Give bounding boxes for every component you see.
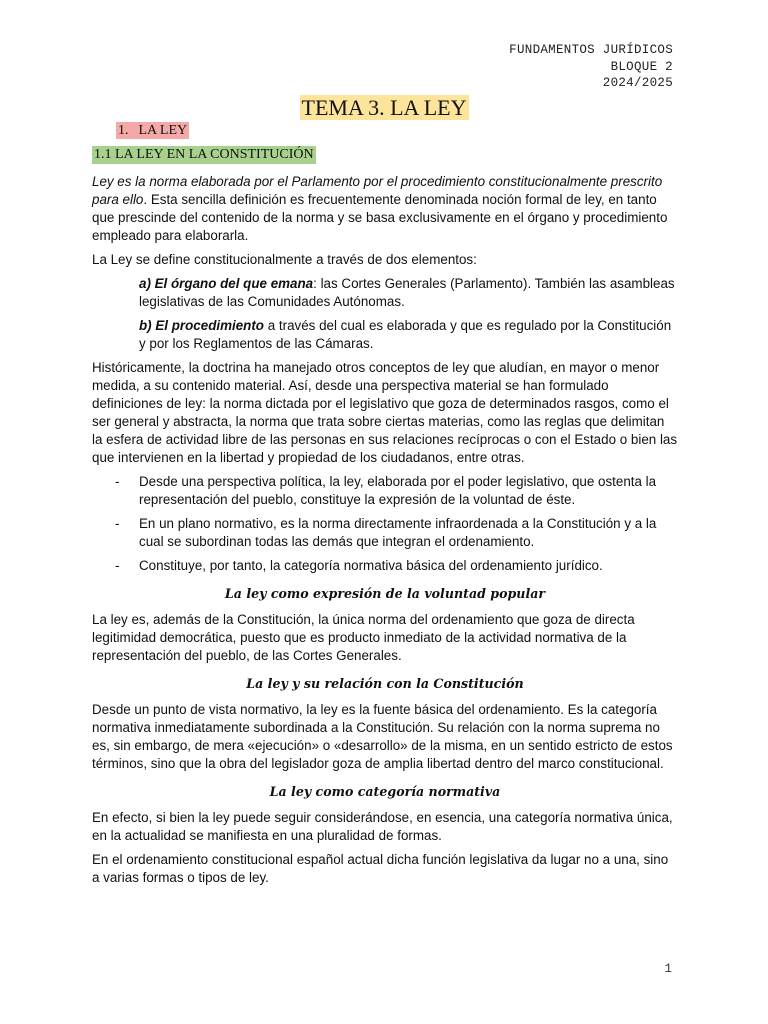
intro-rest: . Esta sencilla definición es frecuentemente denominada noción formal de ley, en tanto que prescinde del contenido de la norma y se basa exclusivamente en el órgano y procedimiento empleado para elaborarla.: [92, 192, 668, 243]
page-title: TEMA 3. LA LEY: [301, 95, 467, 120]
relacion-constitucion-paragraph: Desde un punto de vista normativo, la ley es la fuente básica del ordenamiento. Es la categoría normativa inmediatamente subordinada a la Constitución. Su relación con la norma suprema no es, sin embargo, de mera «ejecución» o «desarrollo» de la misma, en un sentido estricto de estos términos, sino que la obra del legislador goza de amplia libertad dentro del marco constitucional.: [92, 702, 673, 771]
bullet-item: [92, 515, 678, 551]
subheading-voluntad-popular: La ley como expresión de la voluntad popular: [224, 586, 546, 601]
document-header: [509, 42, 673, 92]
elements-intro: La Ley se define constitucionalmente a través de dos elementos:: [92, 252, 477, 267]
element-text: : las Cortes Generales (Parlamento). También las asambleas legislativas de las Comunidades Autónomas.: [139, 276, 675, 309]
voluntad-popular-paragraph: La ley es, además de la Constitución, la única norma del ordenamiento que goza de directa legitimidad democrática, puesto que es producto inmediato de la actividad normativa de la representación del pueblo, de las Cortes Generales.: [92, 612, 635, 663]
header-course: FUNDAMENTOS JURÍDICOS: [509, 43, 673, 57]
bullet-text: En un plano normativo, es la norma directamente infraordenada a la Constitución y a la cual se subordinan todas las demás que integran el ordenamiento.: [139, 516, 657, 549]
header-block: BLOQUE 2: [610, 59, 673, 74]
bullet-text: Desde una perspectiva política, la ley, elaborada por el poder legislativo, que ostenta la representación del pueblo, constituye la expresión de la voluntad de éste.: [139, 474, 657, 507]
elements-list: [139, 275, 678, 353]
element-item: [139, 275, 678, 311]
intro-definition: Ley es la norma elaborada por el Parlamento por el procedimiento constitucionalmente prescrito para ello: [92, 174, 663, 207]
intro-paragraph: [92, 173, 678, 245]
header-year: 2024/2025: [602, 76, 673, 90]
subheading-relacion-constitucion: La ley y su relación con la Constitución: [246, 676, 524, 691]
section-number: 1.: [118, 123, 129, 138]
element-item: [139, 317, 678, 353]
element-label: a) El órgano del que emana: [139, 276, 314, 291]
subheading-categoria-normativa: La ley como categoría normativa: [269, 784, 501, 799]
bullet-item: [92, 473, 678, 509]
bullet-marker: -: [115, 474, 120, 489]
bullet-list: [92, 473, 678, 575]
historic-paragraph: Históricamente, la doctrina ha manejado otros conceptos de ley que aludían, en mayor o menor medida, a su contenido material. Así, desde una perspectiva material se han formulado definiciones de ley: la norma dictada por el legislativo que goza de determinados rasgos, como el ser general y abstracta, la norma que trata sobre ciertas materias, como las reglas que delimitan la esfera de actividad libre de las personas en sus relaciones recíprocas o con el Estado o bien las que intervienen en la libertad y propiedad de los ciudadanos, entre otras.: [92, 360, 678, 465]
element-label: b) El procedimiento: [139, 318, 264, 333]
bullet-marker: -: [115, 558, 120, 573]
categoria-normativa-paragraph-2: En el ordenamiento constitucional español actual dicha función legislativa da lugar no a una, sino a varias formas o tipos de ley.: [92, 852, 669, 885]
element-text: a través del cual es elaborada y que es regulado por la Constitución y por los Reglamentos de las Cámaras.: [139, 318, 672, 351]
title-wrapper: [0, 95, 768, 120]
bullet-item: [92, 557, 678, 575]
bullet-text: Constituye, por tanto, la categoría normativa básica del ordenamiento jurídico.: [139, 558, 603, 573]
document-body: [92, 173, 678, 893]
categoria-normativa-paragraph-1: En efecto, si bien la ley puede seguir considerándose, en esencia, una categoría normativa única, en la actualidad se manifiesta en una pluralidad de formas.: [92, 810, 673, 843]
section-label: LA LEY: [138, 123, 188, 138]
section-heading: [116, 122, 189, 139]
page-number: 1: [664, 962, 672, 976]
subsection-heading: 1.1 LA LEY EN LA CONSTITUCIÓN: [94, 147, 314, 162]
bullet-marker: -: [115, 516, 120, 531]
